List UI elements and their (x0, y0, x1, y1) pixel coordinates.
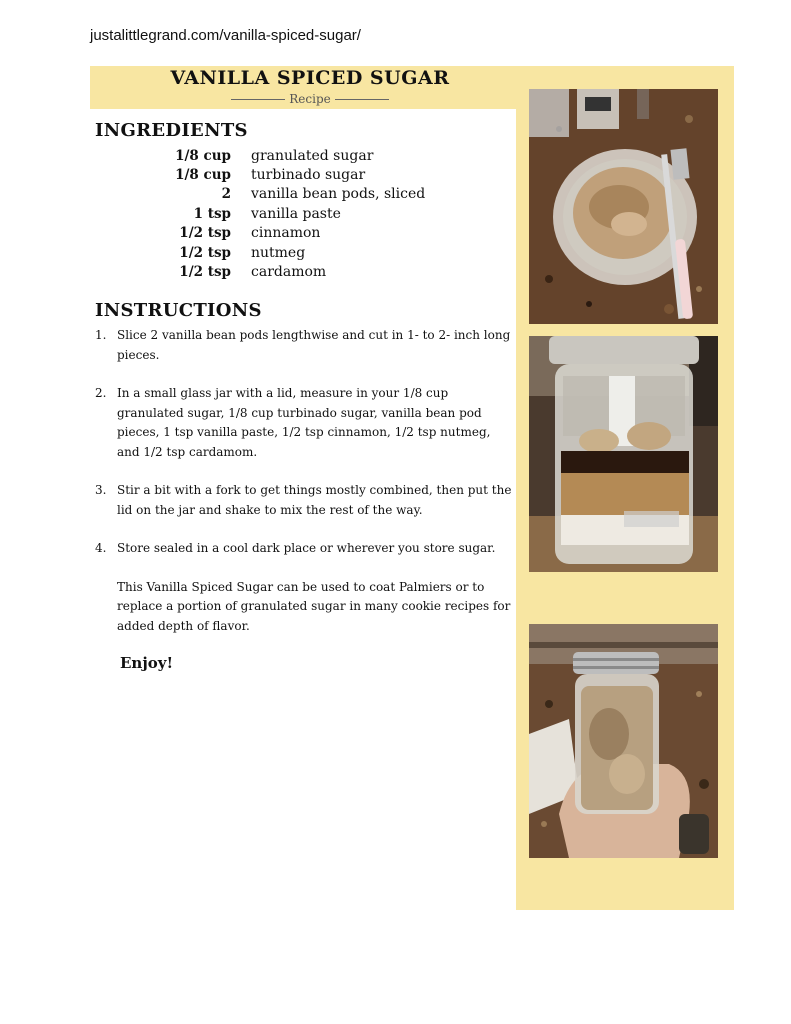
step-text: Store sealed in a cool dark place or wherever you store sugar. (117, 541, 496, 555)
photo-jar-in-hand-image (529, 624, 718, 858)
recipe-title: VANILLA SPICED SUGAR (170, 67, 450, 89)
instruction-step (95, 481, 515, 520)
closing-text: Enjoy! (120, 654, 174, 672)
photo-jar-layers-image (529, 336, 718, 572)
ingredient-qty: 1/2 tsp (179, 225, 231, 242)
ingredient-name: vanilla bean pods, sliced (251, 186, 426, 203)
ingredient-qty: 1/8 cup (175, 167, 231, 184)
ingredient-name: nutmeg (251, 244, 306, 261)
step-text: Stir a bit with a fork to get things mostly combined, then put the lid on the jar and shake to mix the rest of the way. (117, 483, 512, 517)
ingredient-name: vanilla paste (251, 205, 341, 222)
photo-jar-top-view (529, 89, 718, 324)
ingredient-row (95, 146, 425, 165)
step-text: Slice 2 vanilla bean pods lengthwise and cut in 1- to 2- inch long pieces. (117, 328, 511, 362)
ingredients-heading: INGREDIENTS (95, 120, 248, 141)
ingredient-row (95, 185, 425, 204)
ingredient-name: cinnamon (251, 225, 321, 242)
instructions-list (95, 326, 515, 674)
divider-left (231, 99, 285, 100)
ingredient-row (95, 224, 425, 243)
step-number: 2. (95, 386, 107, 400)
photo-jar-in-hand (529, 624, 718, 858)
ingredient-row (95, 165, 425, 184)
instruction-step (95, 539, 515, 559)
ingredients-list (95, 146, 425, 282)
ingredient-name: cardamom (251, 264, 327, 281)
ingredient-qty: 1 tsp (193, 205, 231, 222)
source-url[interactable]: justalittlegrand.com/vanilla-spiced-sugar/ (90, 27, 361, 44)
photo-jar-top-view-image (529, 89, 718, 324)
photo-jar-layers (529, 336, 718, 572)
instructions-heading: INSTRUCTIONS (95, 300, 262, 321)
instruction-step (95, 326, 515, 365)
step-text: In a small glass jar with a lid, measure in your 1/8 cup granulated sugar, 1/8 cup turbinado sugar, vanilla bean pod pieces, 1 tsp vanilla paste, 1/2 tsp cinnamon, 1/2 tsp nutmeg, and 1/2 tsp cardamom. (117, 386, 491, 459)
ingredient-qty: 1/2 tsp (179, 264, 231, 281)
ingredient-name: granulated sugar (251, 147, 374, 164)
ingredient-qty: 1/8 cup (175, 147, 231, 164)
ingredient-name: turbinado sugar (251, 167, 366, 184)
step-number: 1. (95, 328, 107, 342)
step-number: 4. (95, 541, 107, 555)
ingredient-qty: 1/2 tsp (179, 244, 231, 261)
recipe-subtitle-text: Recipe (289, 92, 331, 106)
ingredient-row (95, 204, 425, 223)
recipe-note: This Vanilla Spiced Sugar can be used to coat Palmiers or to replace a portion of granulated sugar in many cookie recipes for added depth of flavor. (117, 579, 511, 633)
instruction-step (95, 384, 515, 462)
ingredient-qty: 2 (221, 186, 231, 203)
recipe-subtitle (90, 92, 530, 106)
divider-right (335, 99, 389, 100)
ingredient-row (95, 262, 425, 281)
ingredient-row (95, 243, 425, 262)
step-number: 3. (95, 483, 107, 497)
